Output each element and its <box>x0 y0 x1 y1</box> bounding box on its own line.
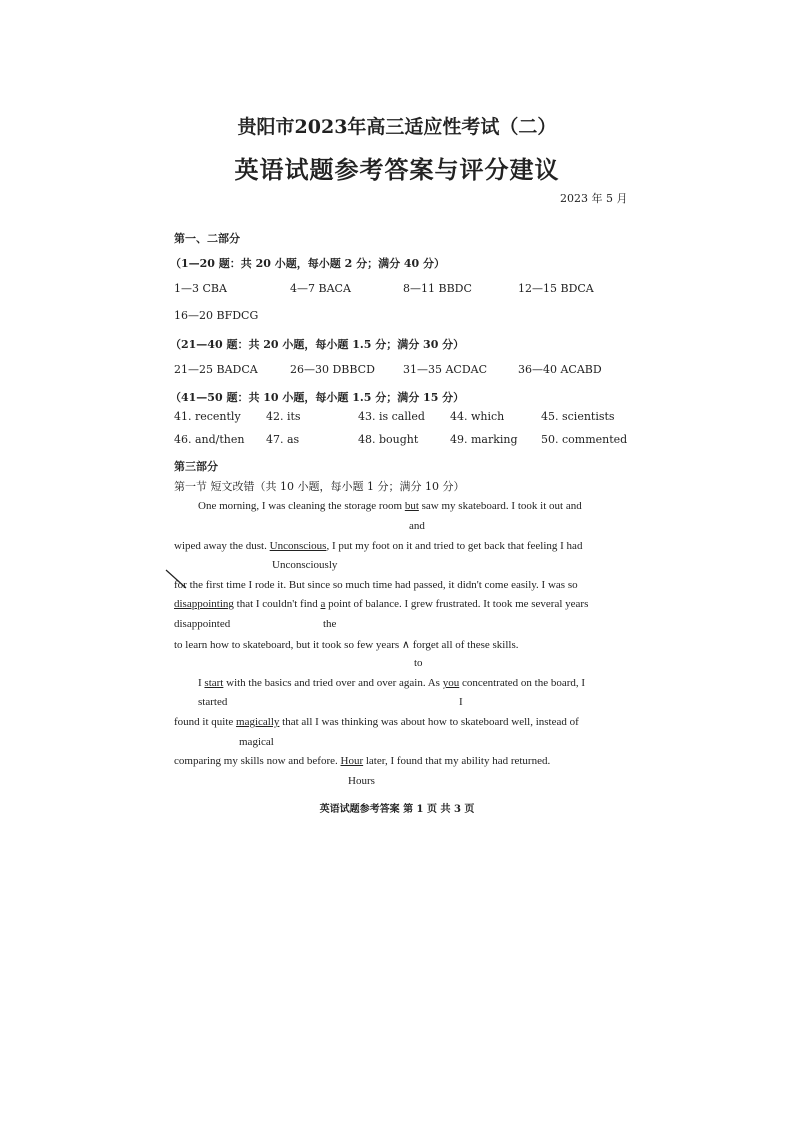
correction: to <box>414 657 423 669</box>
group1-note: （1—20 题：共 20 小题，每小题 2 分；满分 40 分） <box>170 257 446 270</box>
error-word: magically <box>236 716 280 728</box>
group3-note: （41—50 题：共 10 小题，每小题 1.5 分；满分 15 分） <box>170 391 465 404</box>
passage-line: One morning, I was cleaning the storage room but saw my skateboard. I took it out and <box>198 500 582 512</box>
group2-note: （21—40 题：共 20 小题，每小题 1.5 分；满分 30 分） <box>170 338 465 351</box>
title-line2: 英语试题参考答案与评分建议 <box>234 155 560 184</box>
answer-item: 46. and/then <box>174 433 245 446</box>
passage-line: disappointing that I couldn't find a point of balance. I grew frustrated. It took me several years <box>174 598 589 610</box>
deleted-word: for <box>174 579 187 591</box>
answer-item: 31—35 ACDAC <box>403 363 488 376</box>
passage-line: to learn how to skateboard, but it took so few years ∧ forget all of these skills. <box>174 639 519 651</box>
correction: the <box>323 618 337 630</box>
title-line1: 贵阳市2023年高三适应性考试（二） <box>237 116 557 138</box>
part12-heading: 第一、二部分 <box>174 232 240 245</box>
error-word: you <box>442 677 460 689</box>
answer-item: 4—7 BACA <box>290 282 351 295</box>
answer-item: 42. its <box>266 410 301 423</box>
page-footer: 英语试题参考答案 第 1 页 共 3 页 <box>319 804 475 815</box>
error-word: disappointing <box>174 598 234 610</box>
correction: magical <box>239 736 274 748</box>
correction: disappointed <box>174 618 231 630</box>
answer-item: 41. recently <box>174 410 241 423</box>
passage-line: I start with the basics and tried over and over again. As you concentrated on the board, I <box>198 677 586 689</box>
part3-heading: 第三部分 <box>174 460 218 473</box>
correction: started <box>198 696 228 708</box>
passage-line: for the first time I rode it. But since so much time had passed, it didn't come easily. I was so <box>174 579 578 591</box>
answer-item: 45. scientists <box>541 410 615 423</box>
answer-item: 36—40 ACABD <box>518 363 602 376</box>
answer-item: 44. which <box>450 410 505 423</box>
answer-item: 8—11 BBDC <box>403 282 472 295</box>
correction: I <box>459 696 463 708</box>
answer-item: 49. marking <box>450 433 518 446</box>
answer-item: 43. is called <box>358 410 425 423</box>
deletion-mark-icon <box>164 568 188 590</box>
passage-line: found it quite magically that all I was thinking was about how to skateboard well, instead of <box>174 716 579 728</box>
answer-item: 1—3 CBA <box>174 282 227 295</box>
error-word: a <box>320 598 326 610</box>
answer-item: 16—20 BFDCG <box>174 309 259 322</box>
section1-title: 第一节 短文改错（共 10 小题，每小题 1 分；满分 10 分） <box>174 480 465 493</box>
date: 2023 年 5 月 <box>560 192 628 205</box>
correction: and <box>409 520 425 532</box>
answer-item: 50. commented <box>541 433 628 446</box>
answer-item: 26—30 DBBCD <box>290 363 375 376</box>
error-word: start <box>204 677 224 689</box>
correction: Hours <box>348 775 375 787</box>
answer-item: 48. bought <box>358 433 419 446</box>
answer-item: 12—15 BDCA <box>518 282 594 295</box>
error-word: Unconscious <box>269 540 327 552</box>
answer-item: 47. as <box>266 433 300 446</box>
passage-line: comparing my skills now and before. Hour later, I found that my ability had returned. <box>174 755 551 767</box>
passage-line: wiped away the dust. Unconscious, I put my foot on it and tried to get back that feeling I had <box>174 540 583 552</box>
correction: Unconsciously <box>272 559 338 571</box>
error-word: Hour <box>340 755 364 767</box>
answer-item: 21—25 BADCA <box>174 363 258 376</box>
error-word: but <box>404 500 419 512</box>
